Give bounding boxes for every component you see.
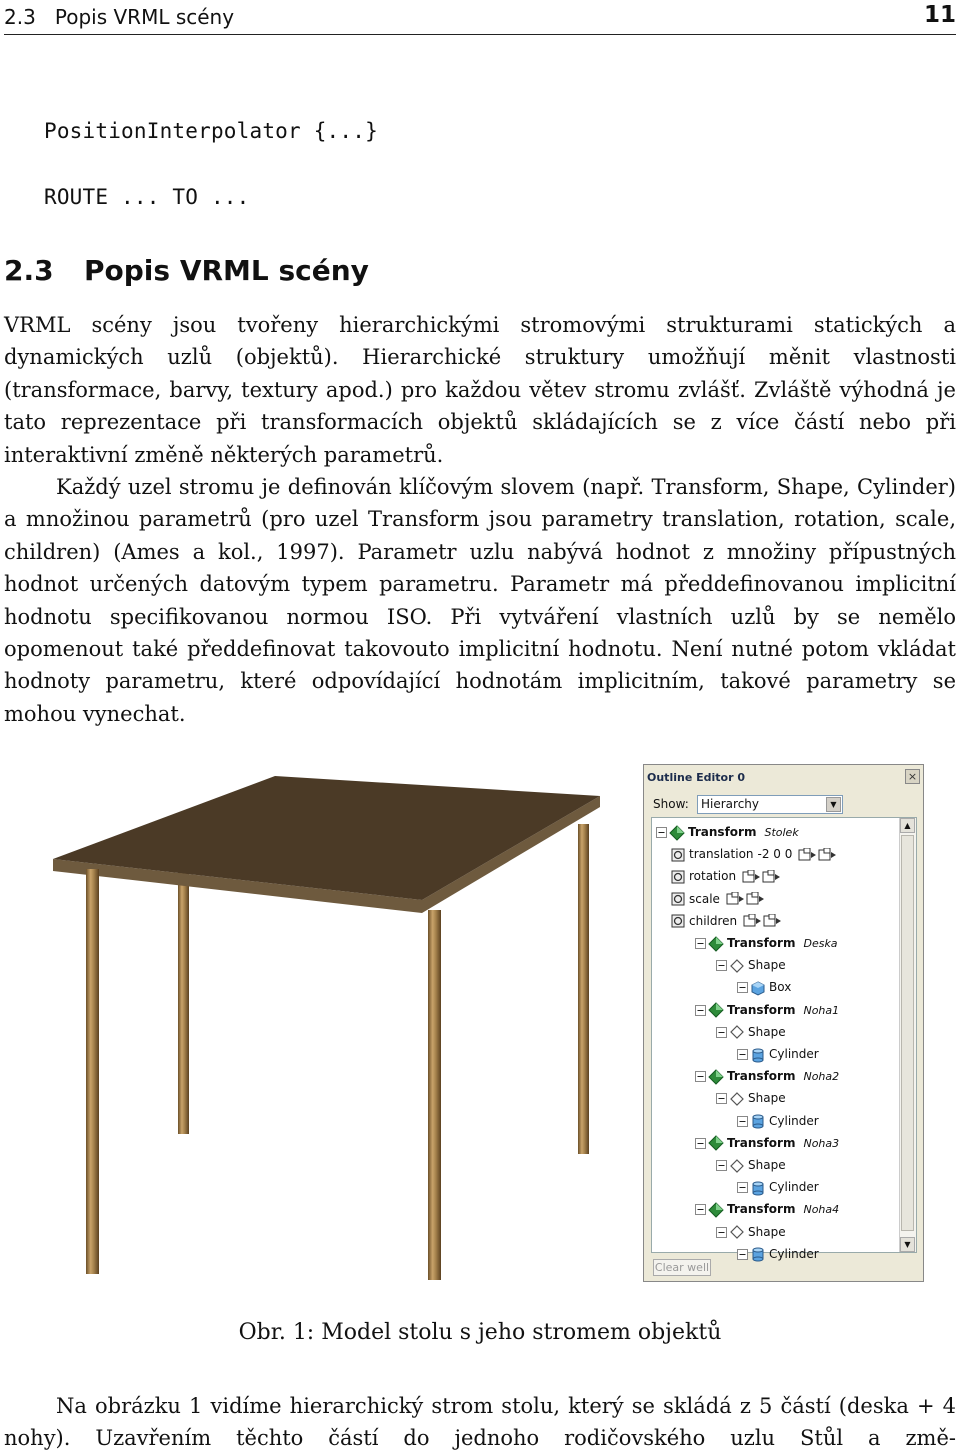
section-title: Popis VRML scény <box>84 254 369 287</box>
tree-node-label: Cylinder <box>769 1047 819 1061</box>
expand-toggle-icon[interactable] <box>737 1249 748 1260</box>
tree-node-label: Transform <box>727 936 796 950</box>
box-node-icon <box>750 980 766 996</box>
running-head-section: 2.3 Popis VRML scény <box>4 5 235 29</box>
shape-node-icon <box>729 1224 745 1240</box>
tree-node-transform[interactable] <box>695 1133 839 1153</box>
section-heading <box>4 254 369 287</box>
cylinder-node-icon <box>750 1047 766 1063</box>
tree-node-transform[interactable] <box>695 1066 839 1086</box>
expand-toggle-icon[interactable] <box>716 1027 727 1038</box>
table-leg-back-left <box>178 844 189 1134</box>
scroll-thumb[interactable] <box>901 835 914 1231</box>
table-leg-front-left <box>86 869 99 1274</box>
paragraph-3: Na obrázku 1 vidíme hierarchický strom stolu, který se skládá z 5 částí (deska + 4 nohy). Uzavřením těchto částí do jednoho rodičovského uzlu Stůl a změ- <box>4 1394 956 1451</box>
scroll-up-icon[interactable]: ▲ <box>900 818 915 833</box>
transform-node-icon <box>708 1002 724 1018</box>
tree-node-shape[interactable] <box>716 955 786 975</box>
tree-node-box[interactable] <box>737 977 791 997</box>
expand-toggle-icon[interactable] <box>695 938 706 949</box>
expand-toggle-icon[interactable] <box>695 1071 706 1082</box>
expand-toggle-icon[interactable] <box>716 1093 727 1104</box>
tree-node-label: Transform <box>727 1002 796 1017</box>
transform-node-icon <box>708 1202 724 1218</box>
figure-caption: Obr. 1: Model stolu s jeho stromem objektů <box>238 1320 722 1345</box>
tree-node-label: Transform <box>727 1202 796 1217</box>
code-line-route: ROUTE ... TO ... <box>44 185 250 209</box>
transform-node-icon <box>708 1069 724 1085</box>
vertical-scrollbar[interactable] <box>899 818 916 1252</box>
tree-node-label: Shape <box>748 958 786 973</box>
chevron-down-icon[interactable]: ▼ <box>826 797 841 812</box>
tree-node-cylinder[interactable] <box>737 1111 819 1131</box>
tree-node-cylinder[interactable] <box>737 1244 819 1264</box>
field-route-icon[interactable] <box>763 914 783 928</box>
tree-node-def-name: Deska <box>803 937 838 950</box>
running-head <box>4 0 956 35</box>
tree-node-label: scale <box>689 891 720 906</box>
field-route-icon[interactable] <box>726 892 746 906</box>
expand-toggle-icon[interactable] <box>737 1116 748 1127</box>
close-icon[interactable]: × <box>905 769 920 784</box>
expand-toggle-icon[interactable] <box>737 982 748 993</box>
transform-node-icon <box>708 936 724 952</box>
tree-node-label: Shape <box>748 1158 786 1172</box>
tree-node-label: Transform <box>727 1069 796 1084</box>
tree-node-shape[interactable] <box>716 1088 786 1108</box>
tabletop <box>53 776 600 900</box>
paragraph-1: VRML scény jsou tvořeny hierarchickými stromovými strukturami statických a dynamických uzlů (objektů). Hierarchické struktury umožňují měnit vlastnosti (transformace, barvy, textury apod.) pro každou větev stromu zvlášť. Zvláště výhodná je tato reprezentace při transformacích objektů skládajících se z více částí nebo při interaktivní změně některých parametrů. <box>4 313 956 467</box>
field-route-icon[interactable] <box>742 870 762 884</box>
expand-toggle-icon[interactable] <box>737 1182 748 1193</box>
expand-toggle-icon[interactable] <box>737 1049 748 1060</box>
tree-node-label: Transform <box>727 1135 796 1150</box>
editor-title: Outline Editor 0 <box>647 771 745 784</box>
tree-node-label: Shape <box>748 1224 786 1239</box>
tree-node-transform[interactable] <box>695 1000 839 1020</box>
shape-node-icon <box>729 1158 745 1174</box>
tree-node-label: Box <box>769 980 792 995</box>
expand-toggle-icon[interactable] <box>716 1227 727 1238</box>
tree-node-def-name: Noha3 <box>803 1136 840 1150</box>
table-leg-back-right <box>578 824 589 1154</box>
expand-toggle-icon[interactable] <box>656 827 667 838</box>
transform-node-icon <box>669 825 685 841</box>
cylinder-node-icon <box>750 1180 766 1196</box>
tree-node-def-name: Noha2 <box>803 1070 840 1084</box>
expand-toggle-icon[interactable] <box>695 1005 706 1016</box>
tree-node-def-name: Stolek <box>764 826 799 839</box>
tree-node-label: Shape <box>748 1091 786 1106</box>
tree-node-def-name: Noha4 <box>803 1203 840 1217</box>
tree-node-children[interactable] <box>670 911 783 931</box>
tree-node-label: Transform <box>688 825 757 839</box>
show-label: Show: <box>653 797 689 811</box>
show-select-value: Hierarchy <box>701 797 760 811</box>
expand-toggle-icon[interactable] <box>695 1138 706 1149</box>
field-route-icon[interactable] <box>798 848 818 862</box>
cylinder-node-icon <box>750 1113 766 1129</box>
paragraph-2: Každý uzel stromu je definován klíčovým slovem (např. Transform, Shape, Cylinder) a množinou parametrů (pro uzel Transform jsou parametry translation, rotation, scale, children) (Ames a kol., 1997). Parametr uzlu nabývá hodnot z množiny přípustných hodnot určených datovým typem parametru. Parametr má předdefinovanou implicitní hodnotu specifikovanou normou ISO. Při vytváření vlastních uzlů by se nemělo opomenout také předdefinovat takovouto implicitní hodnotu. Není nutné potom vkládat hodnoty parametru, které odpovídající hodnotám implicitním, takové parametry se mohou vynechat. <box>4 475 956 726</box>
expand-toggle-icon[interactable] <box>716 1160 727 1171</box>
tree-node-shape[interactable] <box>716 1022 786 1042</box>
tree-node-translation[interactable] <box>670 844 838 864</box>
scroll-down-icon[interactable]: ▼ <box>900 1237 915 1252</box>
tree-node-def-name: Noha1 <box>803 1003 840 1017</box>
tree-node-transform[interactable] <box>695 1199 839 1219</box>
shape-node-icon <box>729 958 745 974</box>
tree-node-value: -2 0 0 <box>757 847 793 862</box>
tree-node-cylinder[interactable] <box>737 1044 819 1064</box>
outline-editor-window <box>643 764 924 1282</box>
field-scale-node-icon <box>670 891 686 907</box>
field-route-icon[interactable] <box>762 870 782 884</box>
tree-node-shape[interactable] <box>716 1222 786 1242</box>
code-line-position-interpolator: PositionInterpolator {...} <box>44 119 378 143</box>
page-number: 11 <box>923 2 956 28</box>
field-children-node-icon <box>670 913 686 929</box>
field-route-icon[interactable] <box>818 848 838 862</box>
tree-node-transform[interactable] <box>656 822 799 842</box>
table-model-image <box>50 774 610 1284</box>
tree-node-scale[interactable] <box>670 889 766 909</box>
shape-node-icon <box>729 1091 745 1107</box>
expand-toggle-icon[interactable] <box>695 1204 706 1215</box>
shape-node-icon <box>729 1024 745 1040</box>
field-rotation-node-icon <box>670 869 686 885</box>
clear-well-button[interactable]: Clear well <box>654 1261 710 1274</box>
tree-node-transform[interactable] <box>695 933 838 953</box>
tree-node-label: translation <box>689 847 754 862</box>
tree-node-label: children <box>689 913 738 928</box>
table-leg-front-right <box>428 910 441 1280</box>
tree-node-label: Cylinder <box>769 1246 819 1261</box>
tree-node-shape[interactable] <box>716 1155 786 1175</box>
hierarchy-tree[interactable] <box>651 817 917 1261</box>
tree-node-label: rotation <box>689 869 737 884</box>
section-number: 2.3 <box>4 254 54 287</box>
tree-node-label: Cylinder <box>769 1113 819 1128</box>
field-translation-node-icon <box>670 847 686 863</box>
expand-toggle-icon[interactable] <box>716 960 727 971</box>
field-route-icon[interactable] <box>743 914 763 928</box>
transform-node-icon <box>708 1135 724 1151</box>
tree-node-cylinder[interactable] <box>737 1177 819 1197</box>
tree-node-label: Cylinder <box>769 1180 819 1195</box>
field-route-icon[interactable] <box>746 892 766 906</box>
show-select[interactable] <box>697 795 843 814</box>
tree-node-label: Shape <box>748 1024 786 1039</box>
cylinder-node-icon <box>750 1246 766 1262</box>
tree-node-rotation[interactable] <box>670 866 782 886</box>
